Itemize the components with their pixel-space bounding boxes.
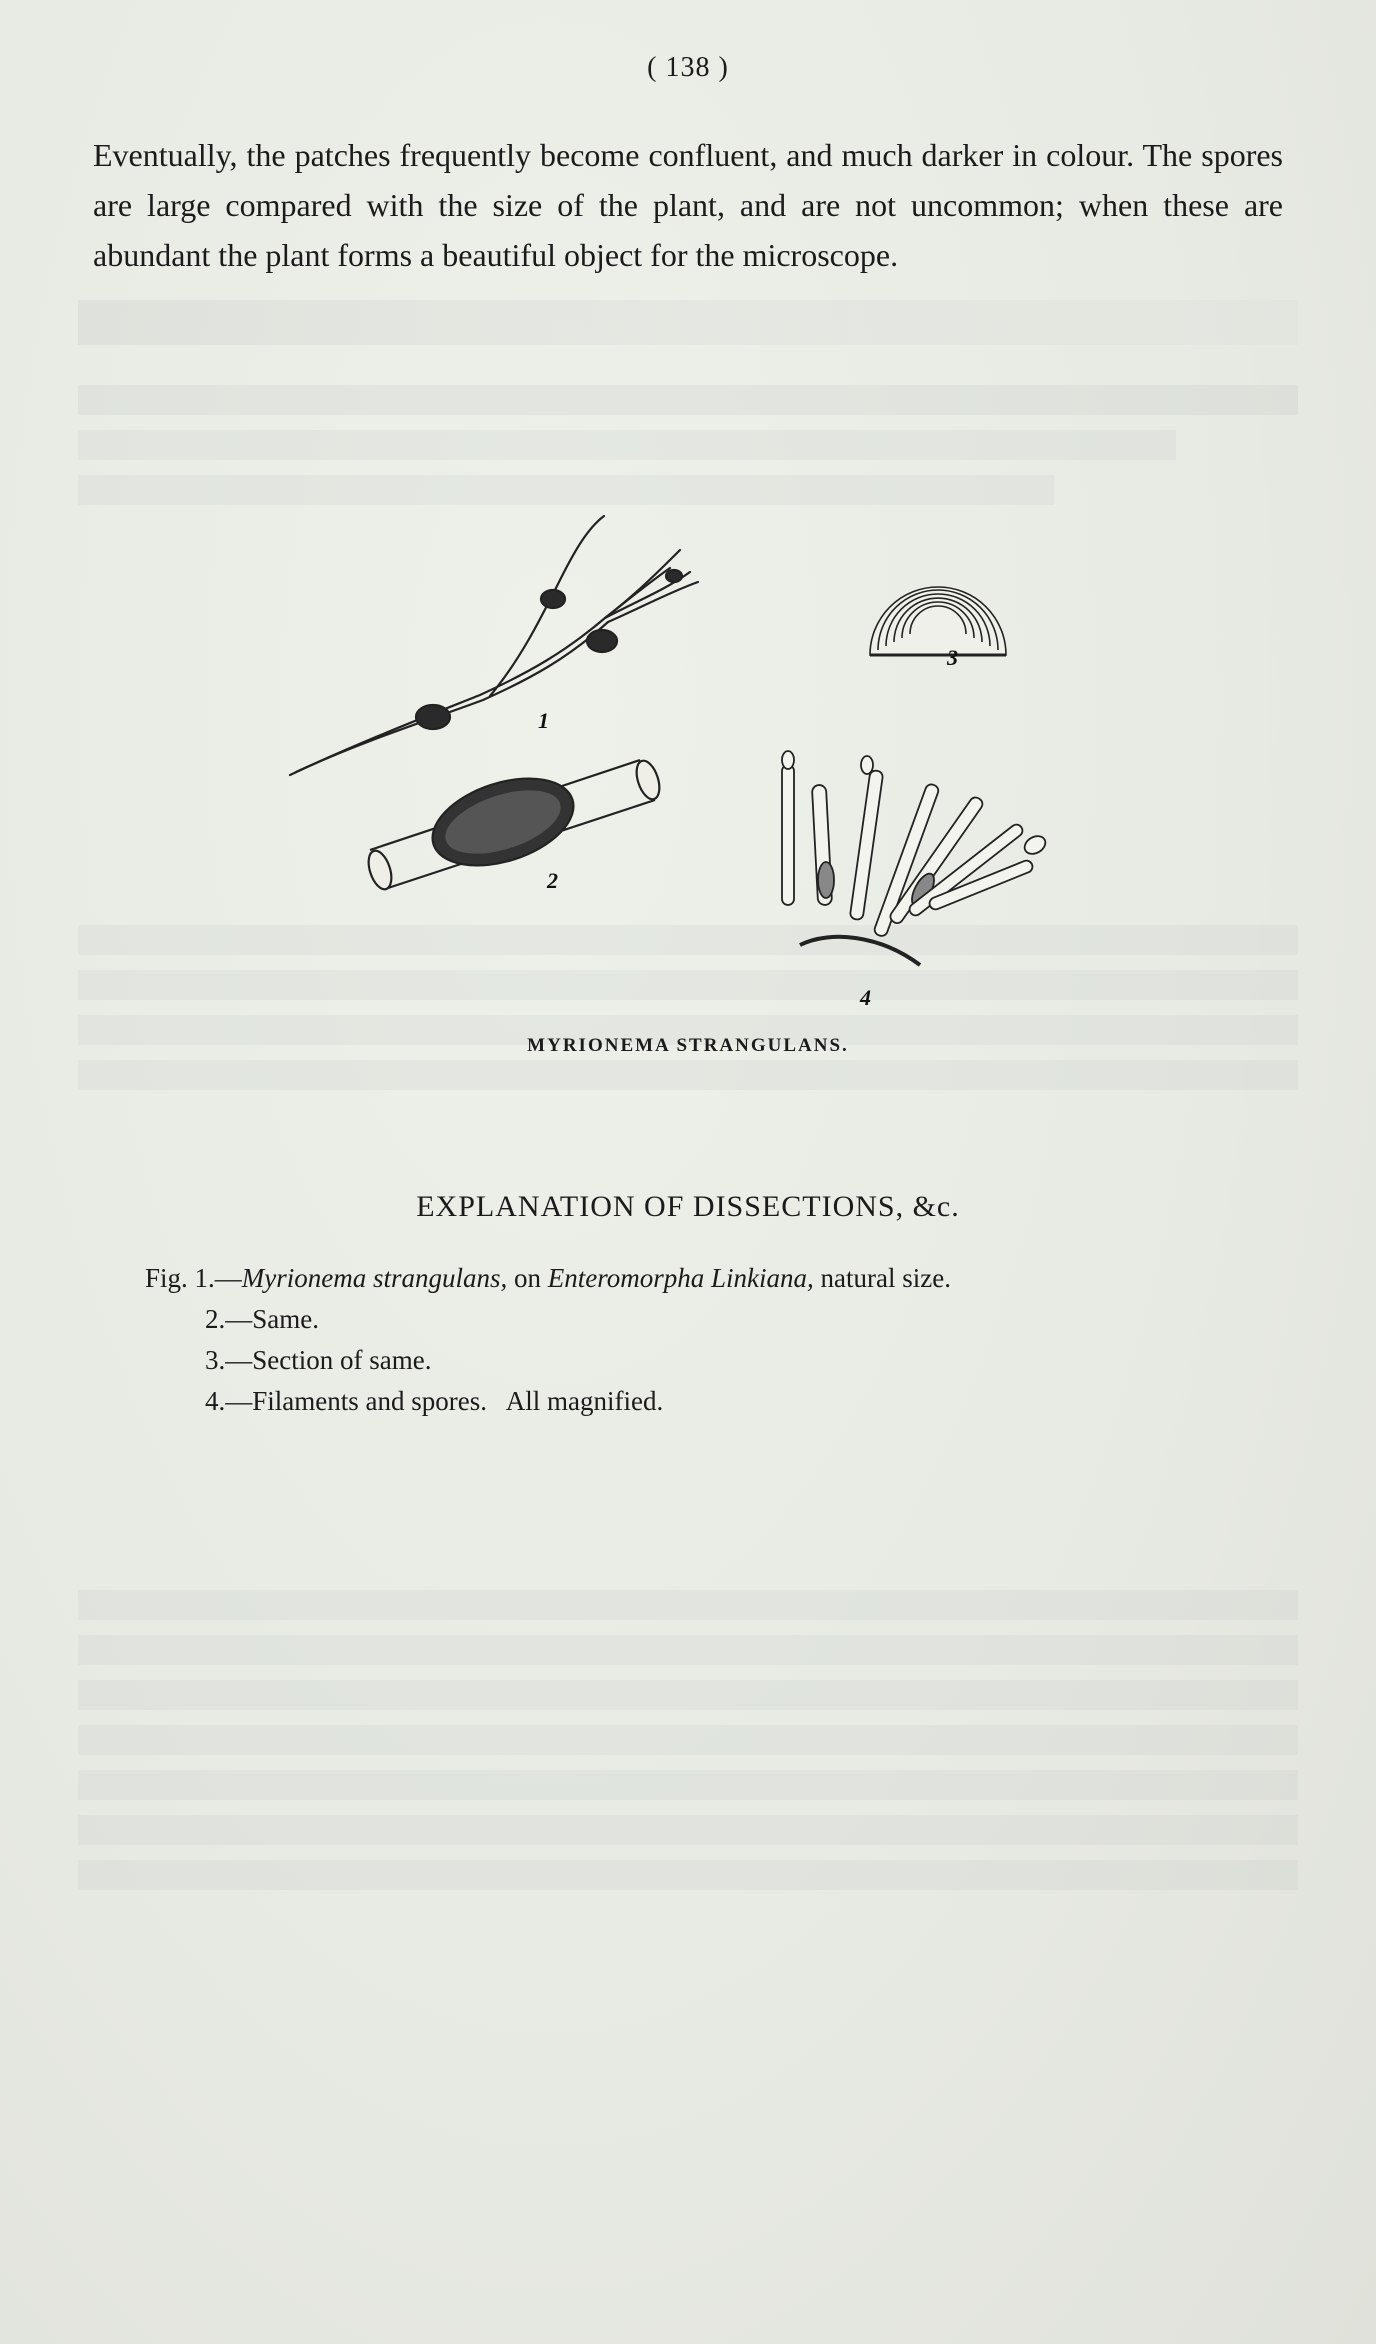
- fig1-host: Enteromorpha Linkiana,: [547, 1263, 814, 1293]
- plate-caption: MYRIONEMA STRANGULANS.: [527, 1035, 849, 1056]
- explanation-fig1: [145, 1258, 1295, 1299]
- fig1-prefix: Fig. 1.—: [145, 1263, 242, 1293]
- explanation-list: [145, 1258, 1295, 1422]
- intro-paragraph: Eventually, the patches frequently become confluent, and much darker in colour. The spores are large compared with the size of the plant, and are not uncommon; when these are abundant the plant forms a beautiful object for the microscope.: [93, 137, 1283, 273]
- explanation-fig2: 2.—Same.: [205, 1304, 319, 1334]
- fig2-tube-section: [364, 758, 663, 892]
- fig1-on: on: [514, 1263, 542, 1293]
- figure-label-2: 2: [547, 868, 558, 893]
- magnified-note: All magnified.: [505, 1386, 664, 1416]
- fig1-branching-plant: [290, 516, 698, 775]
- explanation-title: EXPLANATION OF DISSECTIONS, &c.: [416, 1190, 960, 1223]
- explanation-fig4: [145, 1381, 1295, 1422]
- fig1-species: Myrionema strangulans,: [241, 1263, 508, 1293]
- figure-label-1: 1: [538, 708, 549, 733]
- fig1-suffix: natural size.: [820, 1263, 951, 1293]
- figure-label-4: 4: [860, 985, 871, 1010]
- figure-plate: [270, 510, 1110, 1030]
- fig4-filaments-spores: [782, 751, 1049, 965]
- figure-label-3: 3: [947, 645, 958, 670]
- page-number: ( 138 ): [647, 52, 729, 83]
- explanation-fig3: 3.—Section of same.: [205, 1345, 432, 1375]
- fig3-section-arc: [870, 587, 1006, 655]
- fig4-text: 4.—Filaments and spores.: [205, 1386, 487, 1416]
